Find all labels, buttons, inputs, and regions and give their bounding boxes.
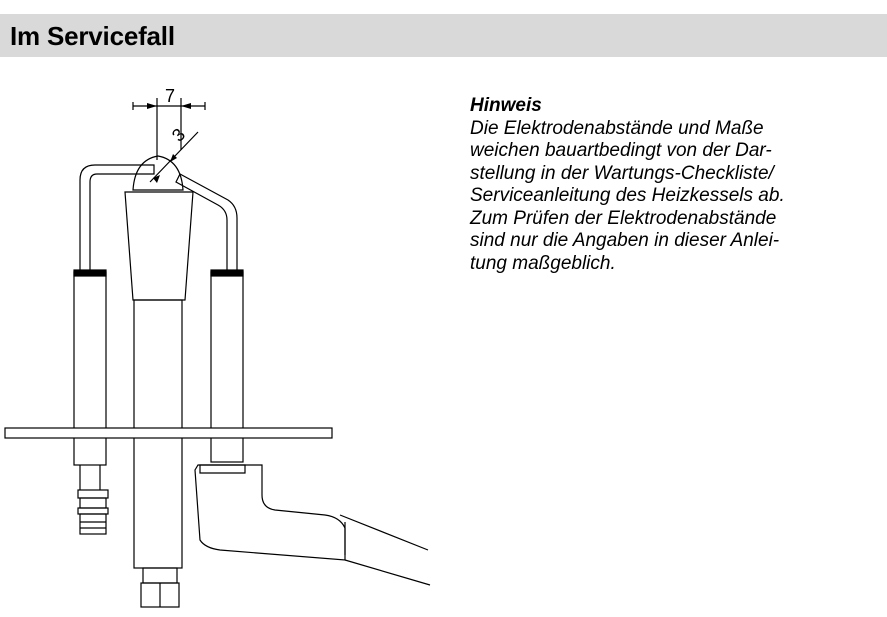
section-header <box>0 14 887 57</box>
electrode-drawing <box>0 70 440 617</box>
left-connector <box>78 490 108 498</box>
note-line: Zum Prüfen der Elektrodenabstände <box>470 207 777 229</box>
section-title: Im Servicefall <box>10 21 175 51</box>
note-heading: Hinweis <box>470 95 542 116</box>
dimension-label-7: 7 <box>165 86 176 106</box>
note-box <box>470 95 885 275</box>
dimension-label-3: 3 <box>167 124 190 146</box>
note-line: tung maßgeblich. <box>470 252 616 274</box>
left-electrode-wire <box>80 165 154 272</box>
central-connector <box>143 568 177 583</box>
ignition-cable <box>340 515 430 585</box>
nozzle-cone <box>125 192 193 300</box>
note-line: stellung in der Wartungs-Checkliste/ <box>470 162 774 184</box>
right-electrode-wire <box>176 174 237 272</box>
note-line: weichen bauartbedingt von der Dar- <box>470 140 772 161</box>
mounting-plate <box>5 428 332 438</box>
note-line: sind nur die Angaben in dieser Anlei- <box>470 230 780 251</box>
note-line: Die Elektrodenabstände und Maße <box>470 117 764 139</box>
note-line: Serviceanleitung des Heizkessels ab. <box>470 185 785 206</box>
ignition-plug <box>195 465 345 560</box>
